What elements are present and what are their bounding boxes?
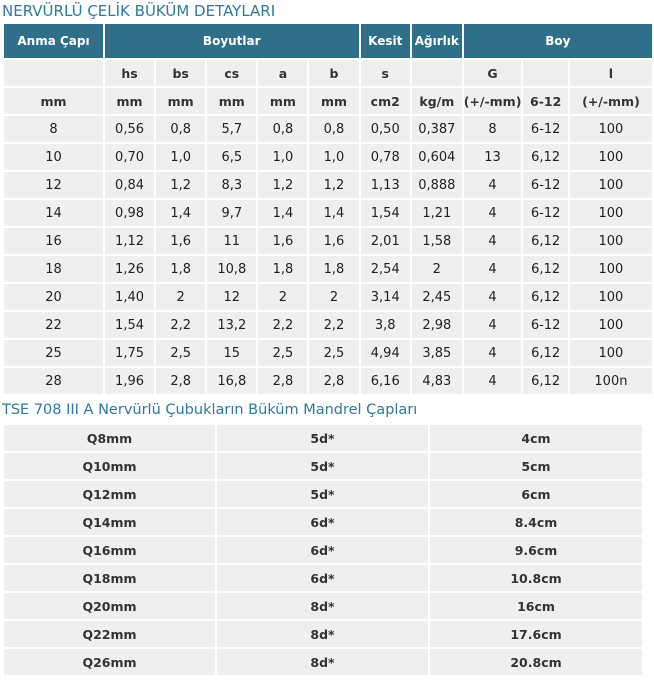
table-row: [4, 228, 652, 254]
table-cell: 2,8: [309, 368, 358, 394]
table-row: [4, 256, 652, 282]
table-cell: 1,8: [309, 256, 358, 282]
table-row: [4, 565, 642, 591]
table-cell: 5cm: [430, 453, 642, 479]
table-cell: 16cm: [430, 593, 642, 619]
table-cell: 0,8: [156, 116, 205, 142]
table-cell: 100: [570, 284, 652, 310]
table-cell: 100: [570, 116, 652, 142]
bending-details-table: [2, 22, 654, 396]
table-cell: 1,0: [258, 144, 307, 170]
table-cell: [4, 60, 103, 86]
table-cell: 12: [4, 172, 103, 198]
table-cell: 1,4: [156, 200, 205, 226]
table-cell: 9.6cm: [430, 537, 642, 563]
table-cell: 6d*: [217, 565, 428, 591]
table-row: [4, 200, 652, 226]
table-cell: 1,75: [105, 340, 154, 366]
table-row: [4, 453, 642, 479]
table-cell: 4: [464, 312, 522, 338]
table-cell: Q22mm: [4, 621, 215, 647]
table-cell: 1,2: [309, 172, 358, 198]
table-cell: cm2: [361, 88, 410, 114]
table-cell: 1,0: [309, 144, 358, 170]
table-cell: Q16mm: [4, 537, 215, 563]
table-cell: 8.4cm: [430, 509, 642, 535]
table-row: [4, 172, 652, 198]
table-cell: 1,4: [309, 200, 358, 226]
table-cell: Q8mm: [4, 425, 215, 451]
table-cell: mm: [207, 88, 256, 114]
table-cell: 9,7: [207, 200, 256, 226]
table-cell: 1,2: [258, 172, 307, 198]
table-cell: 2: [258, 284, 307, 310]
table-cell: 4,94: [361, 340, 410, 366]
table-cell: 2,45: [412, 284, 462, 310]
table-row: [4, 593, 642, 619]
table-cell: 1,6: [309, 228, 358, 254]
table-row: [4, 481, 642, 507]
table-cell: 100: [570, 200, 652, 226]
table-cell: (+/-mm): [464, 88, 522, 114]
table-cell: 1,13: [361, 172, 410, 198]
table-cell: 6-12: [523, 116, 567, 142]
table-cell: 2,2: [309, 312, 358, 338]
table-cell: cs: [207, 60, 256, 86]
table-cell: 0,387: [412, 116, 462, 142]
table-cell: 0,50: [361, 116, 410, 142]
table-cell: 28: [4, 368, 103, 394]
mandrel-diameter-table: [2, 423, 644, 677]
table-cell: 8: [4, 116, 103, 142]
table-cell: 2,2: [156, 312, 205, 338]
table-cell: 0,70: [105, 144, 154, 170]
table-cell: [412, 60, 462, 86]
table-cell: 16: [4, 228, 103, 254]
table-cell: 0,78: [361, 144, 410, 170]
table-cell: 6,12: [523, 340, 567, 366]
table-row: [4, 312, 652, 338]
table-cell: 2,98: [412, 312, 462, 338]
table-cell: 6,12: [523, 284, 567, 310]
header-cell: Ağırlık: [412, 24, 462, 58]
table-cell: 2,01: [361, 228, 410, 254]
table-cell: 2,5: [258, 340, 307, 366]
table-cell: 10,8: [207, 256, 256, 282]
table-cell: 2,5: [309, 340, 358, 366]
table-cell: 22: [4, 312, 103, 338]
table-cell: 100: [570, 312, 652, 338]
table-cell: Q14mm: [4, 509, 215, 535]
header-cell: Boy: [464, 24, 652, 58]
table-cell: 100: [570, 172, 652, 198]
table-cell: 1,26: [105, 256, 154, 282]
table-cell: 13: [464, 144, 522, 170]
table-row: [4, 425, 642, 451]
table-cell: b: [309, 60, 358, 86]
table-cell: mm: [105, 88, 154, 114]
table-cell: 100: [570, 340, 652, 366]
table-cell: 4: [464, 284, 522, 310]
table-cell: 6-12: [523, 172, 567, 198]
table-cell: 0,56: [105, 116, 154, 142]
table-cell: 2,8: [156, 368, 205, 394]
table-cell: 18: [4, 256, 103, 282]
table-cell: [523, 60, 567, 86]
table-cell: 6-12: [523, 200, 567, 226]
table-cell: Q10mm: [4, 453, 215, 479]
table-cell: 3,8: [361, 312, 410, 338]
table-cell: 0,84: [105, 172, 154, 198]
table-cell: (+/-mm): [570, 88, 652, 114]
table-cell: 6,12: [523, 228, 567, 254]
table-cell: Q26mm: [4, 649, 215, 675]
table-cell: 6-12: [523, 88, 567, 114]
table-cell: 100: [570, 144, 652, 170]
table-row: [4, 116, 652, 142]
table-cell: 1,12: [105, 228, 154, 254]
table-cell: 1,96: [105, 368, 154, 394]
table-cell: 100: [570, 256, 652, 282]
table-cell: 6d*: [217, 509, 428, 535]
table-cell: 6,12: [523, 144, 567, 170]
table-cell: Q20mm: [4, 593, 215, 619]
page-title: NERVÜRLÜ ÇELİK BÜKÜM DETAYLARI: [2, 2, 276, 20]
table-cell: 1,4: [258, 200, 307, 226]
table-cell: 25: [4, 340, 103, 366]
table-row: [4, 368, 652, 394]
table-cell: 2: [309, 284, 358, 310]
table-cell: 5d*: [217, 481, 428, 507]
section-title: TSE 708 III A Nervürlü Çubukların Büküm Mandrel Çapları: [2, 402, 418, 418]
table-cell: 4: [464, 228, 522, 254]
table-cell: 0,604: [412, 144, 462, 170]
table-cell: 100: [570, 228, 652, 254]
table-cell: mm: [309, 88, 358, 114]
table-row: [4, 649, 642, 675]
table-cell: 11: [207, 228, 256, 254]
table-cell: 6,12: [523, 368, 567, 394]
table-cell: 2,5: [156, 340, 205, 366]
table-row: [4, 144, 652, 170]
table-cell: 1,58: [412, 228, 462, 254]
table-cell: 6,12: [523, 256, 567, 282]
table-cell: 15: [207, 340, 256, 366]
table-cell: 2,8: [258, 368, 307, 394]
table-cell: 1,40: [105, 284, 154, 310]
table-cell: 1,0: [156, 144, 205, 170]
table-cell: 1,6: [258, 228, 307, 254]
table-cell: 0,888: [412, 172, 462, 198]
table-cell: 6cm: [430, 481, 642, 507]
table-cell: Q18mm: [4, 565, 215, 591]
header-cell: Kesit: [361, 24, 410, 58]
table-cell: 1,21: [412, 200, 462, 226]
table-cell: 0,98: [105, 200, 154, 226]
table-cell: 4: [464, 256, 522, 282]
table-cell: 6,5: [207, 144, 256, 170]
header-cell: Boyutlar: [105, 24, 359, 58]
table-cell: 16,8: [207, 368, 256, 394]
table-cell: 5d*: [217, 453, 428, 479]
table-cell: 20: [4, 284, 103, 310]
table-cell: 1,8: [156, 256, 205, 282]
table-cell: 8d*: [217, 593, 428, 619]
table-cell: hs: [105, 60, 154, 86]
table-cell: 1,54: [361, 200, 410, 226]
table-cell: 6d*: [217, 537, 428, 563]
table-cell: a: [258, 60, 307, 86]
table-cell: 2: [412, 256, 462, 282]
table-cell: 4: [464, 200, 522, 226]
table-cell: 10.8cm: [430, 565, 642, 591]
table-cell: 8d*: [217, 649, 428, 675]
table-cell: 0,8: [258, 116, 307, 142]
table-cell: Q12mm: [4, 481, 215, 507]
table-cell: s: [361, 60, 410, 86]
table-cell: 4,83: [412, 368, 462, 394]
table-header-row: [4, 24, 652, 58]
table-unit-row: [4, 88, 652, 114]
table-subheader-row: [4, 60, 652, 86]
table-cell: 2,54: [361, 256, 410, 282]
table-row: [4, 537, 642, 563]
table-cell: 4: [464, 172, 522, 198]
table-cell: 1,8: [258, 256, 307, 282]
table-cell: 14: [4, 200, 103, 226]
table-cell: 1,2: [156, 172, 205, 198]
table-cell: bs: [156, 60, 205, 86]
table-cell: 13,2: [207, 312, 256, 338]
table-cell: 6-12: [523, 312, 567, 338]
table-cell: 4: [464, 368, 522, 394]
table-cell: 1,54: [105, 312, 154, 338]
table-row: [4, 340, 652, 366]
table-cell: G: [464, 60, 522, 86]
table-cell: 3,14: [361, 284, 410, 310]
table-cell: 0,8: [309, 116, 358, 142]
table-cell: 4cm: [430, 425, 642, 451]
table-cell: 5,7: [207, 116, 256, 142]
table-cell: mm: [258, 88, 307, 114]
table-cell: mm: [156, 88, 205, 114]
table-cell: 6,16: [361, 368, 410, 394]
table-cell: mm: [4, 88, 103, 114]
table-cell: 2: [156, 284, 205, 310]
table-cell: 5d*: [217, 425, 428, 451]
table-cell: 1,6: [156, 228, 205, 254]
table-cell: 2,2: [258, 312, 307, 338]
table-cell: 10: [4, 144, 103, 170]
table-cell: 3,85: [412, 340, 462, 366]
table-cell: 20.8cm: [430, 649, 642, 675]
table-row: [4, 621, 642, 647]
table-cell: 17.6cm: [430, 621, 642, 647]
table-cell: l: [570, 60, 652, 86]
table-cell: 8: [464, 116, 522, 142]
table-cell: 4: [464, 340, 522, 366]
table-cell: 8,3: [207, 172, 256, 198]
table-cell: 8d*: [217, 621, 428, 647]
table-cell: 100n: [570, 368, 652, 394]
table-row: [4, 509, 642, 535]
table-row: [4, 284, 652, 310]
header-cell: Anma Çapı: [4, 24, 103, 58]
table-cell: kg/m: [412, 88, 462, 114]
table-cell: 12: [207, 284, 256, 310]
